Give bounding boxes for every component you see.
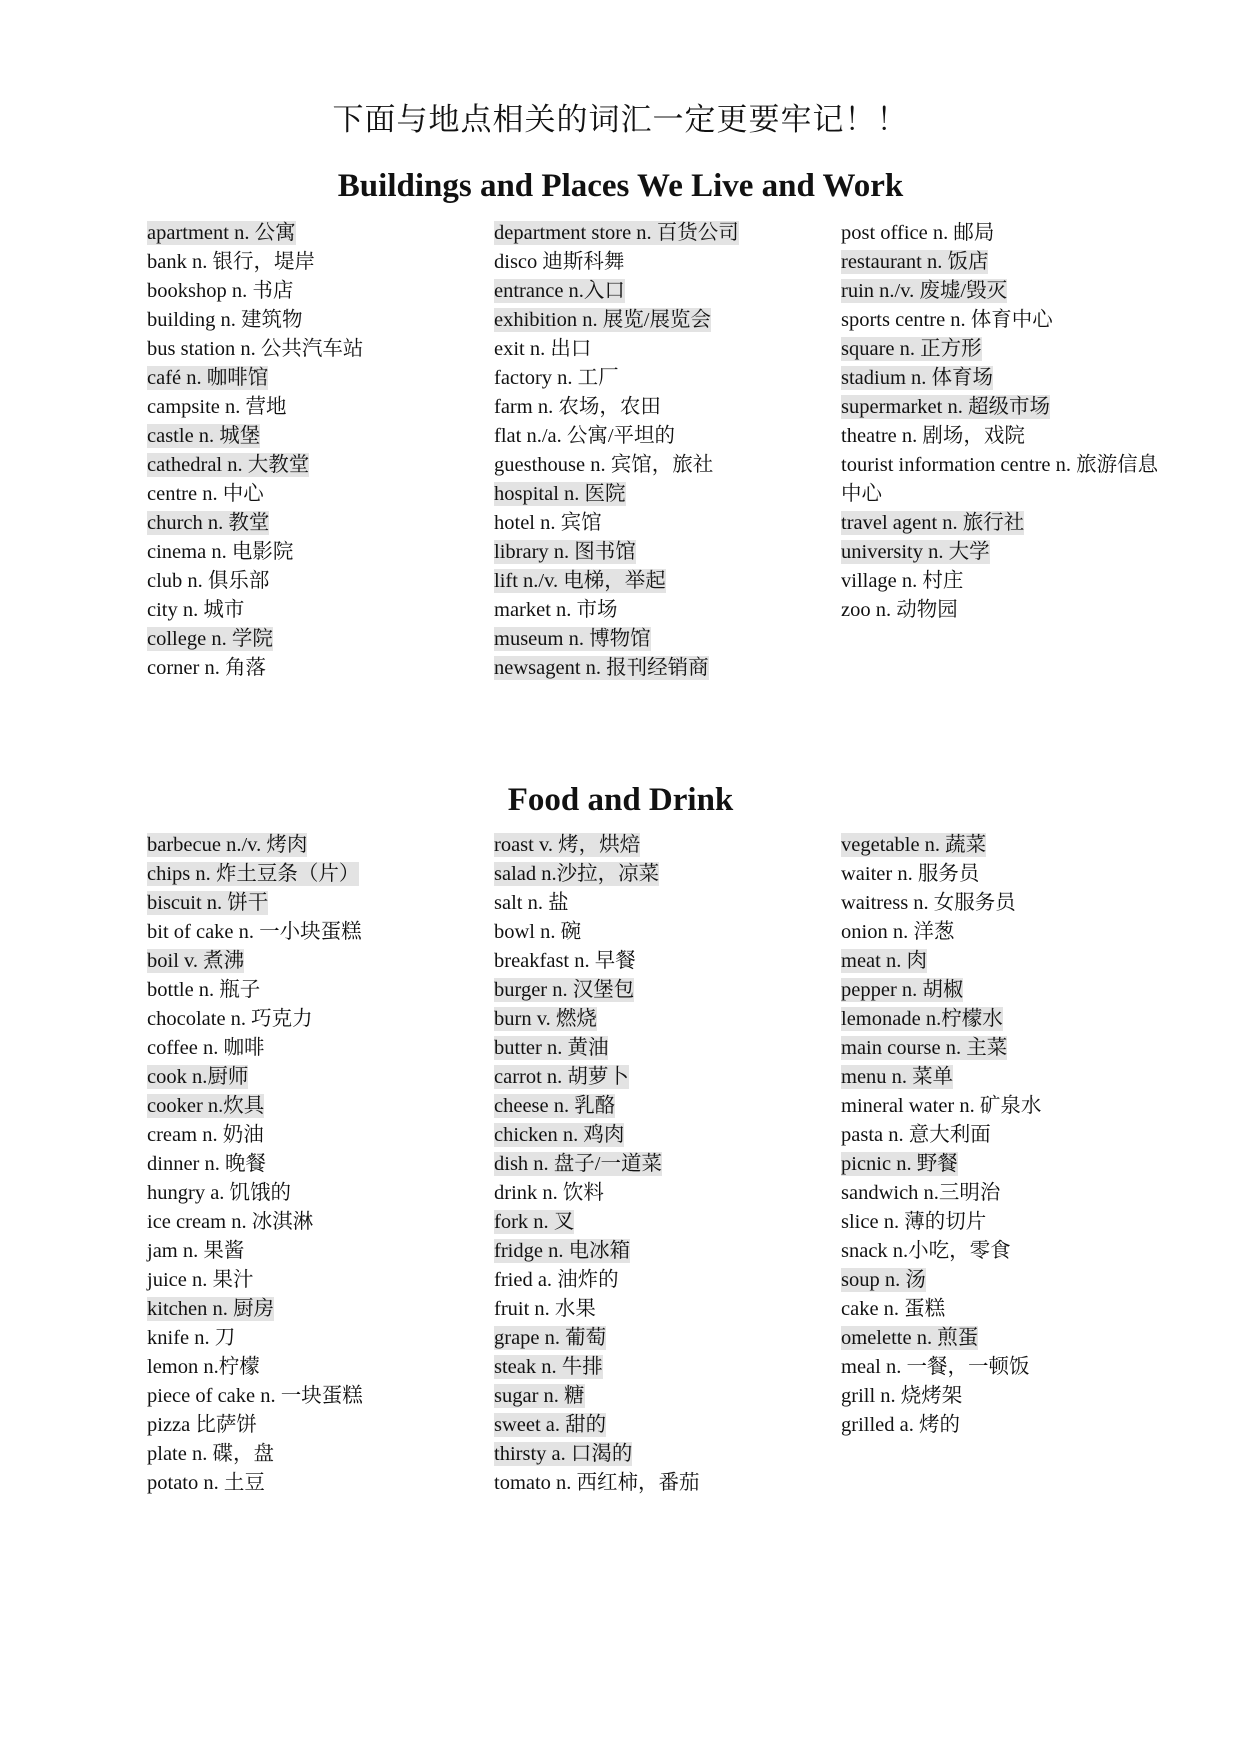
vocab-entry: [494, 1324, 834, 1353]
vocab-entry: [147, 918, 487, 947]
vocab-text: slice n. 薄的切片: [841, 1211, 987, 1233]
vocab-entry: [841, 1411, 1181, 1440]
vocab-text: guesthouse n. 宾馆，旅社: [494, 454, 714, 476]
vocab-entry: [494, 480, 834, 509]
vocab-text: sports centre n. 体育中心: [841, 309, 1053, 331]
vocab-text: bit of cake n. 一小块蛋糕: [147, 921, 362, 943]
vocab-entry: [147, 1353, 487, 1382]
vocab-entry: [494, 654, 834, 683]
vocab-entry: [494, 248, 834, 277]
vocab-entry: [841, 860, 1181, 889]
vocab-text: ruin n./v. 废墟/毁灭: [841, 280, 1008, 302]
vocab-text: dish n. 盘子/一道菜: [494, 1153, 662, 1175]
buildings-column-1: [147, 219, 487, 683]
vocab-text: meat n. 肉: [841, 950, 927, 972]
vocab-entry: [494, 335, 834, 364]
vocab-text: onion n. 洋葱: [841, 921, 955, 943]
vocab-text: thirsty a. 口渴的: [494, 1443, 633, 1465]
vocab-text: boil v. 煮沸: [147, 950, 245, 972]
vocab-entry: [147, 1150, 487, 1179]
vocab-text: breakfast n. 早餐: [494, 950, 636, 972]
vocab-entry: [494, 219, 834, 248]
vocab-entry: [841, 567, 1181, 596]
vocab-text: chips n. 炸土豆条（片）: [147, 863, 360, 885]
vocab-text: biscuit n. 饼干: [147, 892, 269, 914]
vocab-entry: [841, 1382, 1181, 1411]
vocab-entry: [841, 1179, 1181, 1208]
vocab-text: dinner n. 晚餐: [147, 1153, 266, 1175]
vocab-text: waitress n. 女服务员: [841, 892, 1016, 914]
vocab-text: pepper n. 胡椒: [841, 979, 964, 1001]
vocab-entry: [841, 538, 1181, 567]
vocab-text: restaurant n. 饭店: [841, 251, 989, 273]
vocab-entry: [841, 335, 1181, 364]
vocab-entry: [494, 1295, 834, 1324]
vocab-entry: [841, 1295, 1181, 1324]
vocab-entry: [147, 596, 487, 625]
vocab-entry: [841, 1353, 1181, 1382]
vocab-entry: [841, 509, 1181, 538]
vocab-entry: [494, 831, 834, 860]
vocab-text: sugar n. 糖: [494, 1385, 585, 1407]
vocab-entry: [841, 976, 1181, 1005]
vocab-entry: [147, 1237, 487, 1266]
vocab-entry: [147, 393, 487, 422]
vocab-text: cake n. 蛋糕: [841, 1298, 946, 1320]
vocab-text: grilled a. 烤的: [841, 1414, 960, 1436]
vocab-entry: [494, 860, 834, 889]
vocab-entry: [147, 1266, 487, 1295]
vocab-entry: [841, 1063, 1181, 1092]
vocab-entry: [494, 947, 834, 976]
vocab-entry: [147, 422, 487, 451]
vocab-text: lift n./v. 电梯，举起: [494, 570, 666, 592]
vocab-entry: [841, 596, 1181, 625]
vocab-entry: [147, 976, 487, 1005]
vocab-entry: [494, 1121, 834, 1150]
vocab-entry: [841, 306, 1181, 335]
vocab-text: tomato n. 西红柿，番茄: [494, 1472, 700, 1494]
vocab-text: bank n. 银行，堤岸: [147, 251, 315, 273]
vocab-text: drink n. 饮料: [494, 1182, 604, 1204]
vocab-text: waiter n. 服务员: [841, 863, 980, 885]
vocab-entry: [841, 831, 1181, 860]
vocab-entry: [841, 1005, 1181, 1034]
vocab-text: main course n. 主菜: [841, 1037, 1008, 1059]
vocab-text: exhibition n. 展览/展览会: [494, 309, 711, 331]
vocab-entry: [841, 889, 1181, 918]
vocab-entry: [494, 1005, 834, 1034]
vocab-text: lemon n.柠檬: [147, 1356, 260, 1378]
vocab-entry: [494, 422, 834, 451]
buildings-column-3: [841, 219, 1181, 625]
vocab-text: bottle n. 瓶子: [147, 979, 261, 1001]
vocab-text: burger n. 汉堡包: [494, 979, 635, 1001]
vocab-text: barbecue n./v. 烤肉: [147, 834, 308, 856]
vocab-entry: [494, 889, 834, 918]
vocab-entry: [841, 277, 1181, 306]
vocab-text: butter n. 黄油: [494, 1037, 609, 1059]
vocab-text: lemonade n.柠檬水: [841, 1008, 1003, 1030]
vocab-entry: [841, 1208, 1181, 1237]
vocab-entry: [841, 1121, 1181, 1150]
vocab-entry: [841, 422, 1181, 451]
vocab-entry: [147, 219, 487, 248]
vocab-entry: [494, 277, 834, 306]
vocab-entry: [841, 248, 1181, 277]
vocab-text: cook n.厨师: [147, 1066, 249, 1088]
vocab-entry: [147, 248, 487, 277]
vocab-text: corner n. 角落: [147, 657, 266, 679]
vocab-entry: [147, 1208, 487, 1237]
vocab-text: square n. 正方形: [841, 338, 982, 360]
food-column-3: [841, 831, 1181, 1440]
vocab-text: newsagent n. 报刊经销商: [494, 657, 709, 679]
vocab-text: city n. 城市: [147, 599, 245, 621]
vocab-text: salad n.沙拉，凉菜: [494, 863, 660, 885]
vocab-text: cream n. 奶油: [147, 1124, 264, 1146]
vocab-text: hungry a. 饥饿的: [147, 1182, 292, 1204]
vocab-text: chocolate n. 巧克力: [147, 1008, 313, 1030]
vocab-text: department store n. 百货公司: [494, 222, 739, 244]
vocab-entry: [147, 480, 487, 509]
vocab-text: zoo n. 动物园: [841, 599, 958, 621]
vocab-text: burn v. 燃烧: [494, 1008, 597, 1030]
vocab-entry: [841, 947, 1181, 976]
vocab-text: chicken n. 鸡肉: [494, 1124, 625, 1146]
vocab-entry: [494, 1150, 834, 1179]
vocab-text: disco 迪斯科舞: [494, 251, 625, 273]
vocab-text: cinema n. 电影院: [147, 541, 294, 563]
vocab-entry: [841, 918, 1181, 947]
vocab-entry: [147, 1382, 487, 1411]
vocab-entry: [494, 1208, 834, 1237]
vocab-entry: [147, 654, 487, 683]
vocab-entry: [494, 538, 834, 567]
vocab-entry: [147, 306, 487, 335]
vocab-text: bus station n. 公共汽车站: [147, 338, 364, 360]
vocab-entry: [494, 567, 834, 596]
vocab-entry: [494, 1179, 834, 1208]
vocab-text: cathedral n. 大教堂: [147, 454, 310, 476]
vocab-entry: [494, 509, 834, 538]
vocab-entry: [147, 538, 487, 567]
vocab-text: menu n. 菜单: [841, 1066, 954, 1088]
vocab-text: stadium n. 体育场: [841, 367, 994, 389]
vocab-text: bowl n. 碗: [494, 921, 582, 943]
vocab-text: bookshop n. 书店: [147, 280, 294, 302]
vocab-text: mineral water n. 矿泉水: [841, 1095, 1042, 1117]
vocab-entry: [147, 364, 487, 393]
vocab-text: salt n. 盐: [494, 892, 569, 914]
vocab-entry: [841, 1034, 1181, 1063]
vocab-entry: [494, 1382, 834, 1411]
vocab-entry: [494, 1440, 834, 1469]
vocab-text: pasta n. 意大利面: [841, 1124, 991, 1146]
vocab-text: village n. 村庄: [841, 570, 964, 592]
vocab-entry: [147, 1063, 487, 1092]
vocab-entry: [147, 625, 487, 654]
vocab-entry: [494, 1063, 834, 1092]
vocab-text: omelette n. 煎蛋: [841, 1327, 979, 1349]
vocab-text: university n. 大学: [841, 541, 990, 563]
vocab-entry: [494, 1092, 834, 1121]
section-title-buildings: Buildings and Places We Live and Work: [337, 168, 904, 204]
buildings-column-2: [494, 219, 834, 683]
vocab-text: roast v. 烤，烘焙: [494, 834, 641, 856]
vocab-entry: [147, 1411, 487, 1440]
vocab-text: college n. 学院: [147, 628, 273, 650]
vocab-entry: [494, 1469, 834, 1498]
vocab-text: supermarket n. 超级市场: [841, 396, 1050, 418]
vocab-text: flat n./a. 公寓/平坦的: [494, 425, 676, 447]
vocab-text: vegetable n. 蔬菜: [841, 834, 987, 856]
vocab-text: knife n. 刀: [147, 1327, 236, 1349]
vocab-entry: [147, 1440, 487, 1469]
vocab-text: steak n. 牛排: [494, 1356, 603, 1378]
vocab-text: sweet a. 甜的: [494, 1414, 607, 1436]
vocab-entry: [147, 860, 487, 889]
vocab-text: plate n. 碟，盘: [147, 1443, 274, 1465]
vocab-entry: [147, 1179, 487, 1208]
vocab-text: church n. 教堂: [147, 512, 270, 534]
vocab-entry: [494, 976, 834, 1005]
vocab-entry: [841, 1237, 1181, 1266]
vocab-text: apartment n. 公寓: [147, 222, 296, 244]
food-column-2: [494, 831, 834, 1498]
vocab-entry: [841, 1266, 1181, 1295]
vocab-text: fork n. 叉: [494, 1211, 575, 1233]
vocab-entry: [841, 364, 1181, 393]
vocab-entry: [147, 1121, 487, 1150]
vocab-text: meal n. 一餐，一顿饭: [841, 1356, 1030, 1378]
vocab-text: club n. 俱乐部: [147, 570, 270, 592]
vocab-text: coffee n. 咖啡: [147, 1037, 265, 1059]
vocab-entry: [147, 1034, 487, 1063]
vocab-text: grape n. 葡萄: [494, 1327, 607, 1349]
vocab-text: museum n. 博物馆: [494, 628, 651, 650]
page-title: 下面与地点相关的词汇一定更要牢记！！: [332, 102, 909, 138]
vocab-text: building n. 建筑物: [147, 309, 303, 331]
vocab-text: cheese n. 乳酪: [494, 1095, 616, 1117]
vocab-text: snack n.小吃，零食: [841, 1240, 1011, 1262]
section-title-food: Food and Drink: [507, 782, 734, 818]
vocab-entry: [147, 509, 487, 538]
vocab-entry: [147, 947, 487, 976]
vocab-entry: [147, 451, 487, 480]
vocab-entry: [147, 1005, 487, 1034]
vocab-text: kitchen n. 厨房: [147, 1298, 274, 1320]
vocab-entry: [494, 918, 834, 947]
vocab-entry: [494, 364, 834, 393]
vocab-entry: [494, 1034, 834, 1063]
vocab-text: exit n. 出口: [494, 338, 592, 360]
vocab-text: fruit n. 水果: [494, 1298, 596, 1320]
vocab-entry: [494, 451, 834, 480]
vocab-text: café n. 咖啡馆: [147, 367, 269, 389]
vocab-text: pizza 比萨饼: [147, 1414, 257, 1436]
food-column-1: [147, 831, 487, 1498]
vocab-entry: [494, 1237, 834, 1266]
vocab-text: travel agent n. 旅行社: [841, 512, 1025, 534]
vocab-entry: [147, 1295, 487, 1324]
vocab-entry: [147, 1469, 487, 1498]
vocab-text: farm n. 农场，农田: [494, 396, 661, 418]
vocab-text: picnic n. 野餐: [841, 1153, 958, 1175]
vocab-text: potato n. 土豆: [147, 1472, 265, 1494]
vocab-text: ice cream n. 冰淇淋: [147, 1211, 314, 1233]
vocab-text: juice n. 果汁: [147, 1269, 254, 1291]
vocab-text: piece of cake n. 一块蛋糕: [147, 1385, 363, 1407]
vocab-text: jam n. 果酱: [147, 1240, 245, 1262]
vocab-entry: [841, 1324, 1181, 1353]
vocab-entry: [147, 831, 487, 860]
vocab-entry: [841, 1150, 1181, 1179]
vocab-entry: [494, 625, 834, 654]
vocab-entry: [147, 1324, 487, 1353]
vocab-text: centre n. 中心: [147, 483, 264, 505]
vocab-text: hospital n. 医院: [494, 483, 626, 505]
vocab-entry: [494, 1411, 834, 1440]
vocab-entry: [147, 277, 487, 306]
vocab-entry: [841, 451, 1161, 509]
vocab-text: campsite n. 营地: [147, 396, 287, 418]
vocab-entry: [841, 219, 1181, 248]
vocab-text: factory n. 工厂: [494, 367, 619, 389]
vocab-text: entrance n.入口: [494, 280, 625, 302]
vocab-entry: [147, 567, 487, 596]
vocab-text: market n. 市场: [494, 599, 618, 621]
vocab-text: fridge n. 电冰箱: [494, 1240, 631, 1262]
vocab-text: cooker n.炊具: [147, 1095, 265, 1117]
vocab-entry: [494, 393, 834, 422]
vocab-text: soup n. 汤: [841, 1269, 926, 1291]
vocab-entry: [494, 1266, 834, 1295]
vocab-text: sandwich n.三明治: [841, 1182, 1001, 1204]
vocab-entry: [841, 393, 1181, 422]
vocab-text: castle n. 城堡: [147, 425, 261, 447]
vocab-text: post office n. 邮局: [841, 222, 995, 244]
vocab-text: hotel n. 宾馆: [494, 512, 602, 534]
vocab-entry: [147, 335, 487, 364]
vocab-entry: [841, 1092, 1181, 1121]
vocab-entry: [147, 889, 487, 918]
vocab-text: theatre n. 剧场，戏院: [841, 425, 1025, 447]
vocab-text: fried a. 油炸的: [494, 1269, 619, 1291]
vocab-text: library n. 图书馆: [494, 541, 636, 563]
vocab-entry: [494, 1353, 834, 1382]
vocab-entry: [494, 306, 834, 335]
vocab-entry: [147, 1092, 487, 1121]
vocab-text: carrot n. 胡萝卜: [494, 1066, 629, 1088]
vocab-text: tourist information centre n. 旅游信息中心: [841, 454, 1159, 505]
vocab-entry: [494, 596, 834, 625]
vocab-text: grill n. 烧烤架: [841, 1385, 963, 1407]
